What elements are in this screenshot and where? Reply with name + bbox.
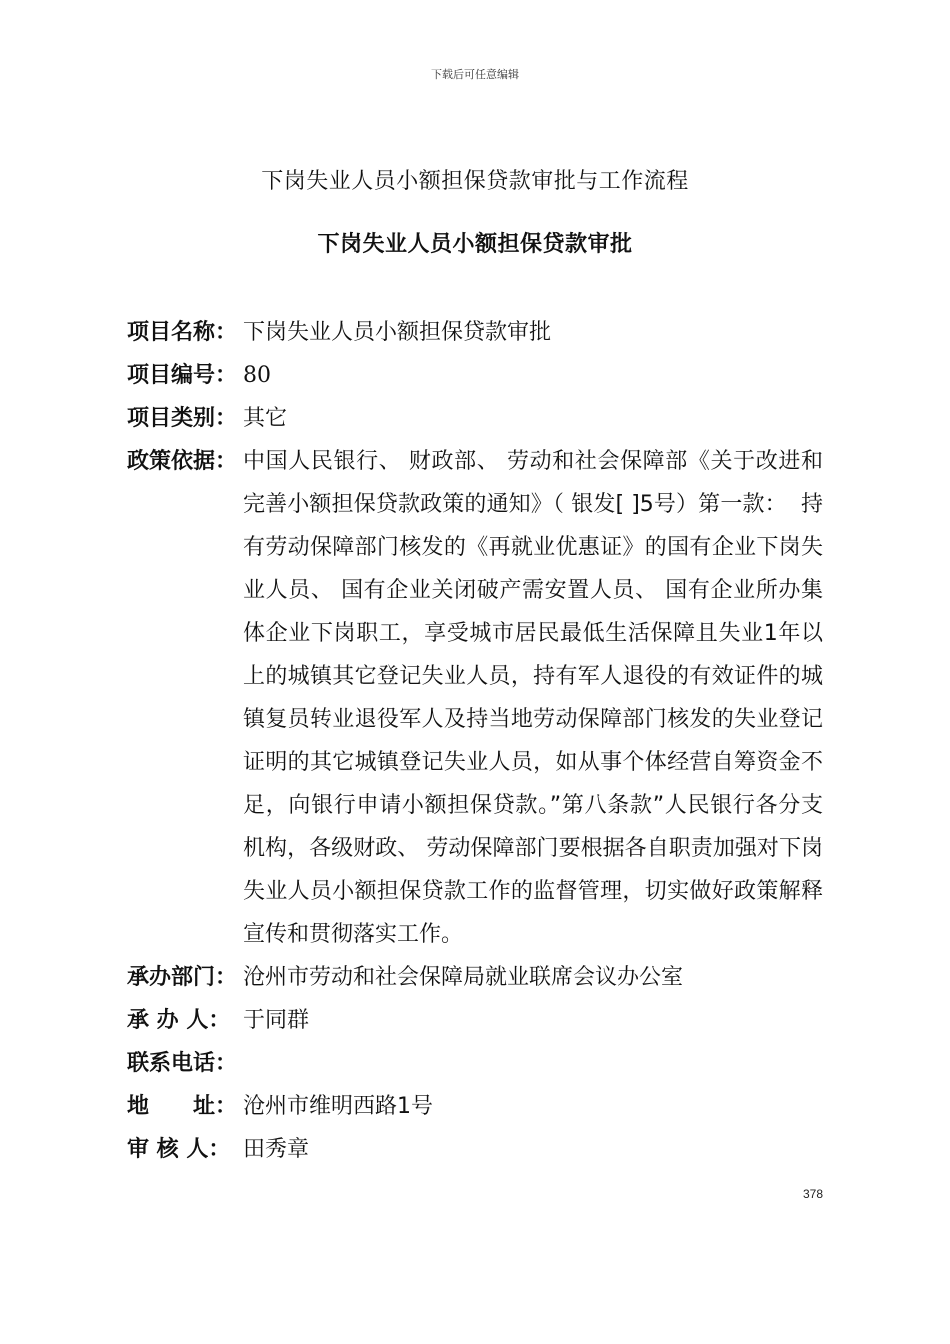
field-phone [127, 1042, 827, 1085]
field-project-category [127, 397, 827, 440]
field-value: 沧州市维明西路1号 [243, 1094, 433, 1119]
field-policy-basis [127, 440, 827, 956]
field-reviewer [127, 1128, 827, 1171]
field-label: 联系电话： [127, 1051, 238, 1076]
field-value: 田秀章 [243, 1137, 310, 1162]
field-address [127, 1085, 827, 1128]
field-label: 审 核 人： [127, 1137, 231, 1162]
page-number: 378 [803, 1187, 824, 1201]
field-value: 中国人民银行、 财政部、 劳动和社会保障部《关于改进和完善小额担保贷款政策的通知》（ 银发[ ]5号）第一款： 持有劳动保障部门核发的《再就业优惠证》的国有企业下岗失业人员、 国有企业关闭破产需安置人员、 国有企业所办集体企业下岗职工，享受城市居民最低生活保障且失业1年以上的城镇其它登记失业人员，持有军人退役的有效证件的城镇复员转业退役军人及持当地劳动保障部门核发的失业登记证明的其它城镇登记失业人员，如从事个体经营自筹资金不足，向银行申请小额担保贷款。”第八条款”人民银行各分支机构，各级财政、 劳动保障部门要根据各自职责加强对下岗失业人员小额担保贷款工作的监督管理，切实做好政策解释宣传和贯彻落实工作。 [243, 449, 823, 947]
field-value: 于同群 [243, 1008, 310, 1033]
field-label: 项目名称： [127, 320, 238, 345]
field-department [127, 956, 827, 999]
document-title: 下岗失业人员小额担保贷款审批与工作流程 [261, 169, 689, 194]
field-label: 项目编号： [127, 363, 238, 388]
field-label: 政策依据： [127, 449, 238, 474]
field-value: 其它 [243, 406, 288, 431]
field-value: 80 [243, 363, 271, 388]
field-label: 地 址： [127, 1094, 238, 1119]
field-label: 承 办 人： [127, 1008, 231, 1033]
field-label: 承办部门： [127, 965, 238, 990]
field-handler [127, 999, 827, 1042]
field-label: 项目类别： [127, 406, 238, 431]
field-value: 沧州市劳动和社会保障局就业联席会议办公室 [243, 965, 684, 990]
field-value: 下岗失业人员小额担保贷款审批 [243, 320, 552, 345]
document-subtitle: 下岗失业人员小额担保贷款审批 [317, 232, 633, 257]
field-project-number [127, 354, 827, 397]
project-info-fields [127, 311, 827, 1171]
field-project-name [127, 311, 827, 354]
header-note: 下载后可任意编辑 [431, 68, 519, 81]
